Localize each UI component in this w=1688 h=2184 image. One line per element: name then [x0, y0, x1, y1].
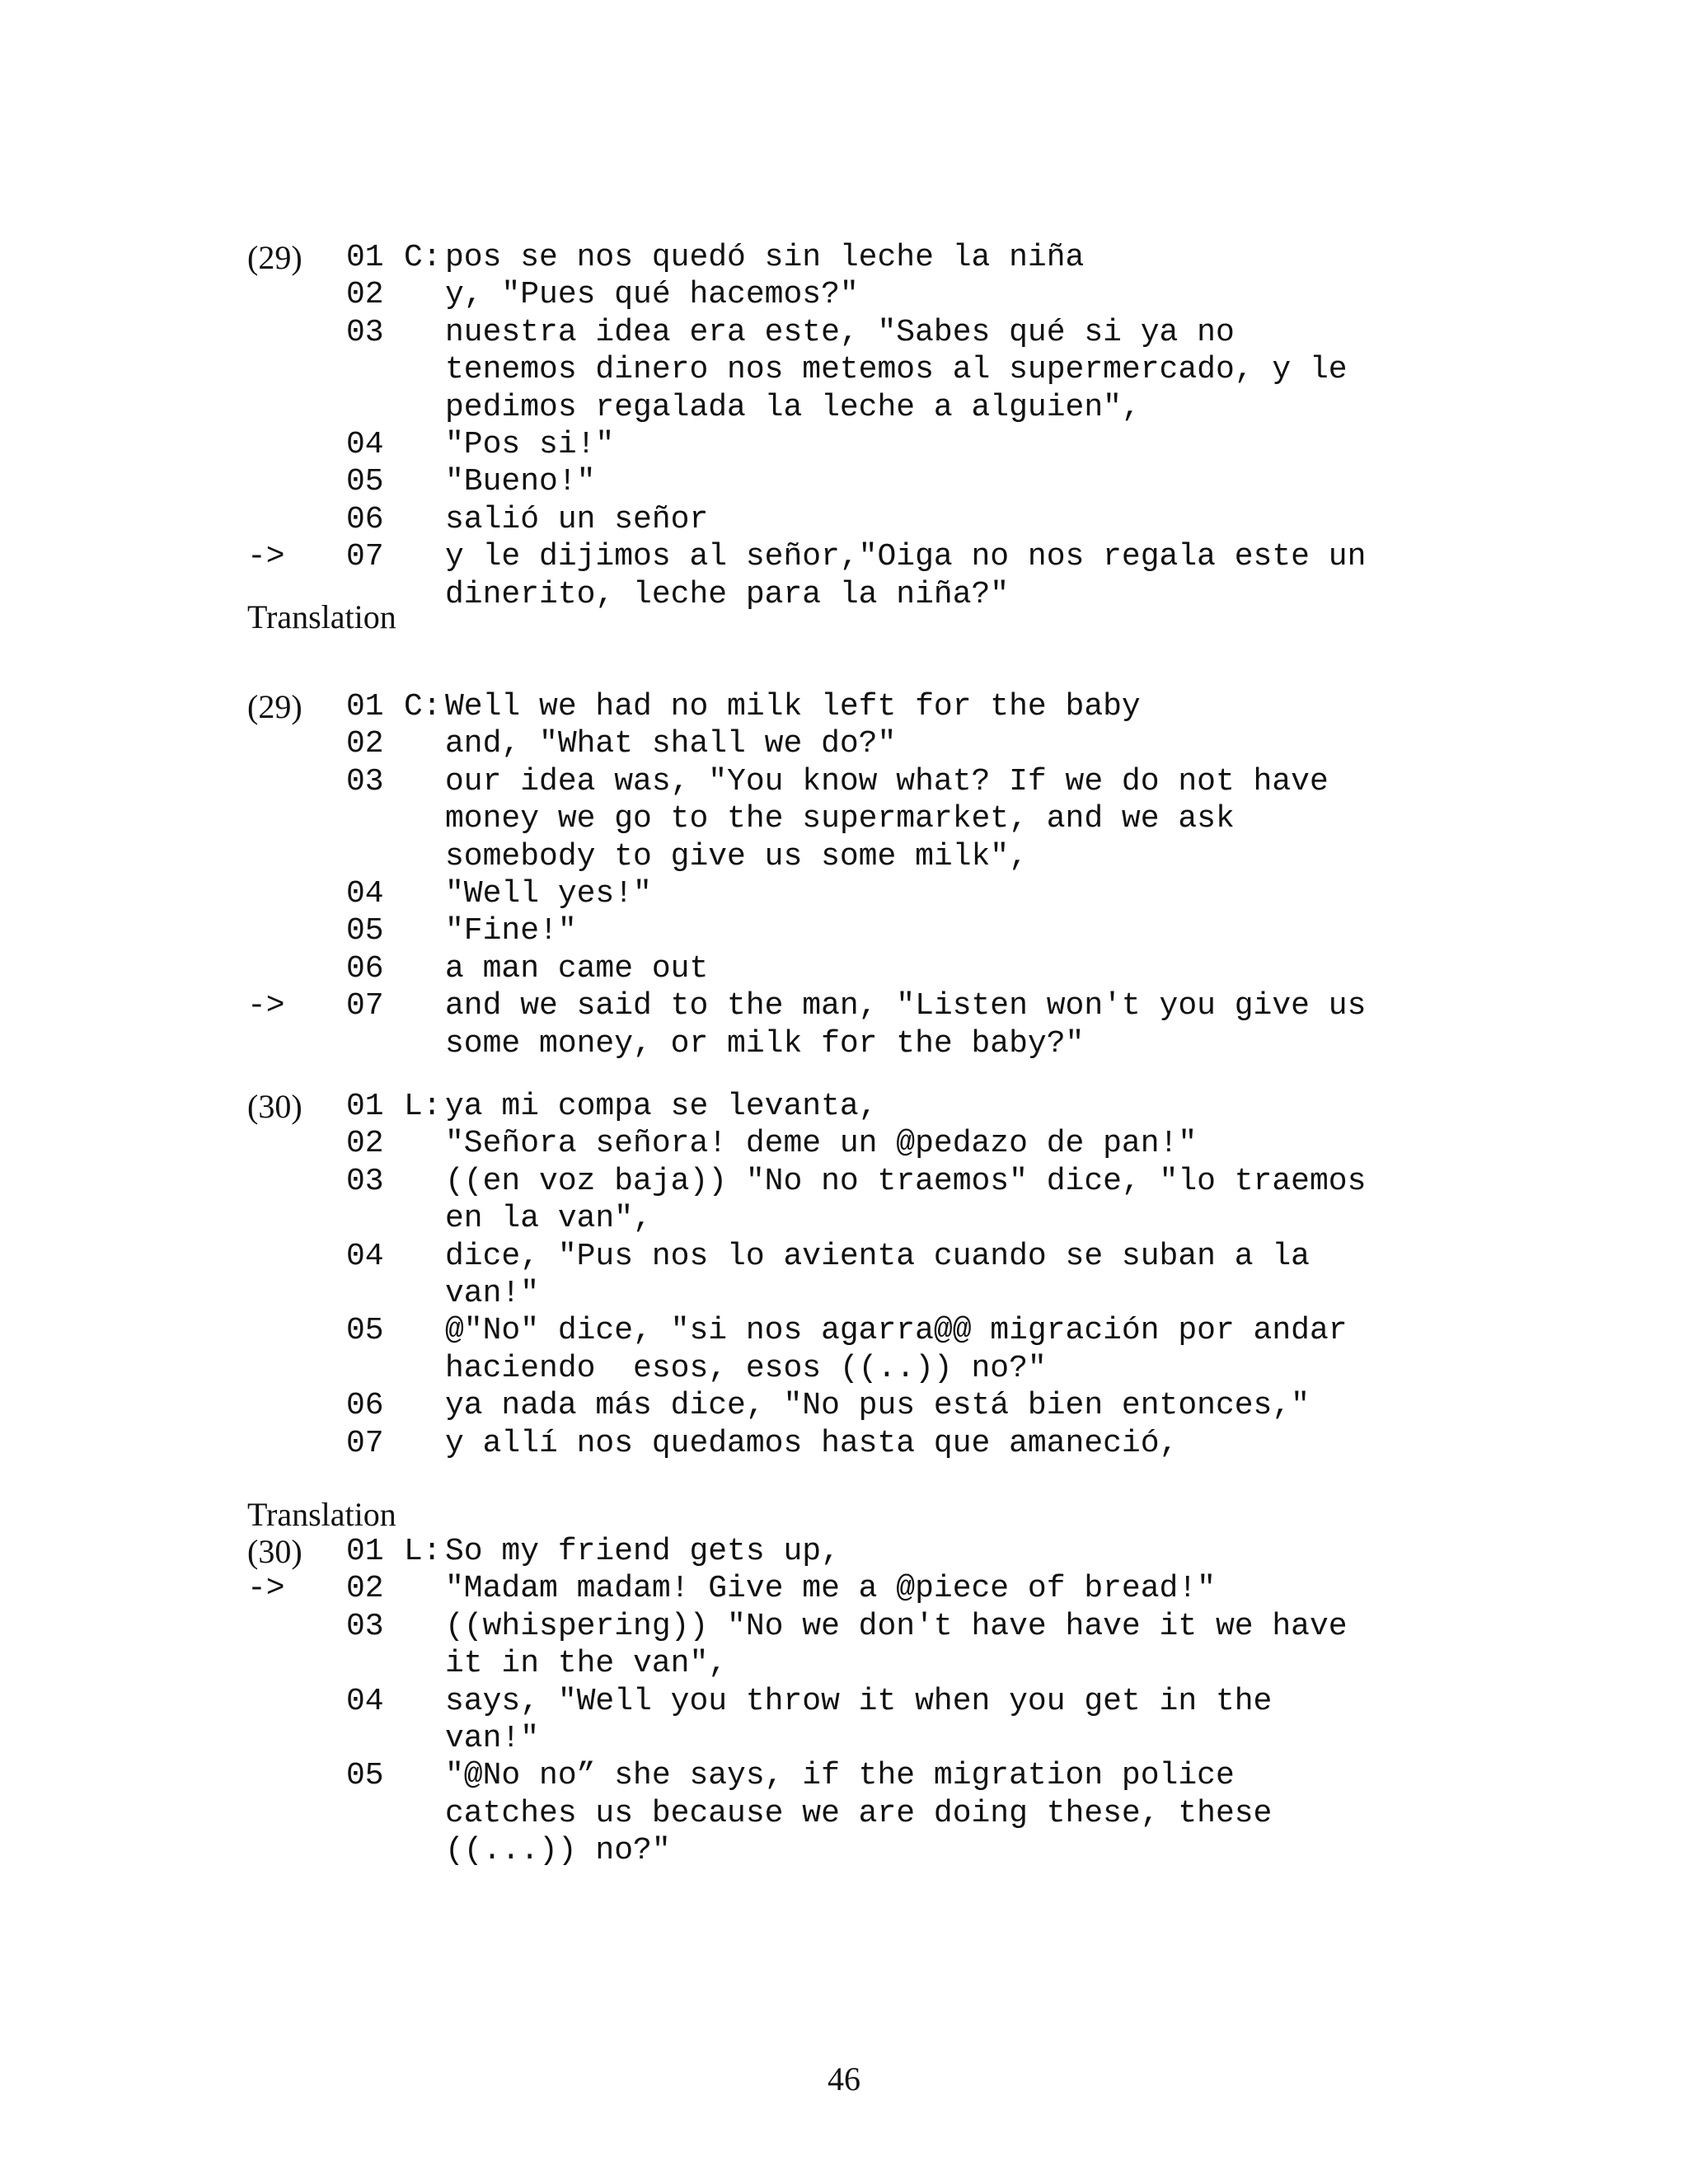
utterance-text: "Fine!": [445, 913, 577, 949]
utterance-text: ya mi compa se levanta,: [445, 1089, 878, 1124]
utterance-text: "Pos si!": [445, 426, 615, 462]
translation-heading: Translation: [247, 598, 396, 635]
focus-arrow: ->: [247, 1571, 285, 1607]
utterance-text: en la van",: [445, 1201, 652, 1237]
utterance-text: money we go to the supermarket, and we ask: [445, 801, 1235, 837]
line-number: 02: [346, 1571, 384, 1607]
utterance-text: haciendo esos, esos ((..)) no?": [445, 1350, 1047, 1386]
line-number: 02: [346, 726, 384, 762]
speaker-label: C:: [404, 240, 442, 275]
utterance-text: van!": [445, 1720, 540, 1756]
line-number: 04: [346, 426, 384, 462]
utterance-text: our idea was, "You know what? If we do not have: [445, 763, 1329, 799]
utterance-text: ya nada más dice, "No pus está bien entonces,": [445, 1388, 1310, 1424]
utterance-text: "Bueno!": [445, 464, 596, 500]
line-number: 03: [346, 1608, 384, 1644]
line-number: 01: [346, 1534, 384, 1569]
line-number: 03: [346, 1163, 384, 1199]
utterance-text: pedimos regalada la leche a alguien",: [445, 389, 1141, 425]
line-number: 07: [346, 1425, 384, 1461]
utterance-text: nuestra idea era este, "Sabes qué si ya no: [445, 314, 1235, 350]
utterance-text: says, "Well you throw it when you get in the: [445, 1683, 1273, 1719]
utterance-text: "@No no” she says, if the migration police: [445, 1758, 1235, 1794]
line-number: 02: [346, 1126, 384, 1162]
example-number: (29): [247, 688, 302, 725]
utterance-text: y, "Pues qué hacemos?": [445, 277, 859, 313]
line-number: 05: [346, 913, 384, 949]
focus-arrow: ->: [247, 539, 285, 575]
utterance-text: pos se nos quedó sin leche la niña: [445, 240, 1085, 275]
utterance-text: some money, or milk for the baby?": [445, 1025, 1085, 1062]
utterance-text: ((whispering)) "No we don't have have it we have: [445, 1608, 1348, 1644]
utterance-text: somebody to give us some milk",: [445, 838, 1028, 874]
focus-arrow: ->: [247, 988, 285, 1024]
line-number: 04: [346, 875, 384, 912]
line-number: 05: [346, 1758, 384, 1794]
utterance-text: tenemos dinero nos metemos al supermercado, y le: [445, 352, 1348, 388]
utterance-text: "Well yes!": [445, 875, 652, 912]
line-number: 06: [346, 1388, 384, 1424]
utterance-text: it in the van",: [445, 1646, 728, 1682]
utterance-text: So my friend gets up,: [445, 1534, 840, 1569]
utterance-text: @"No" dice, "si nos agarra@@ migración por andar: [445, 1313, 1348, 1349]
line-number: 03: [346, 314, 384, 350]
utterance-text: "Madam madam! Give me a @piece of bread!": [445, 1571, 1216, 1607]
line-number: 05: [346, 464, 384, 500]
utterance-text: y allí nos quedamos hasta que amaneció,: [445, 1425, 1179, 1461]
utterance-text: and, "What shall we do?": [445, 726, 897, 762]
speaker-label: L:: [404, 1534, 442, 1569]
line-number: 06: [346, 950, 384, 987]
utterance-text: van!": [445, 1275, 540, 1311]
line-number: 07: [346, 988, 384, 1024]
line-number: 07: [346, 539, 384, 575]
speaker-label: L:: [404, 1089, 442, 1124]
utterance-text: salió un señor: [445, 501, 709, 537]
line-number: 05: [346, 1313, 384, 1349]
line-number: 01: [346, 1089, 384, 1124]
line-number: 01: [346, 240, 384, 275]
page-number: 46: [828, 2060, 860, 2097]
speaker-label: C:: [404, 689, 442, 724]
utterance-text: Well we had no milk left for the baby: [445, 689, 1141, 724]
translation-heading: Translation: [247, 1496, 396, 1533]
line-number: 02: [346, 277, 384, 313]
line-number: 06: [346, 501, 384, 537]
line-number: 04: [346, 1238, 384, 1274]
line-number: 04: [346, 1683, 384, 1719]
utterance-text: ((...)) no?": [445, 1833, 671, 1869]
utterance-text: dinerito, leche para la niña?": [445, 576, 1010, 612]
utterance-text: and we said to the man, "Listen won't you give us: [445, 988, 1367, 1024]
utterance-text: "Señora señora! deme un @pedazo de pan!": [445, 1126, 1198, 1162]
utterance-text: ((en voz baja)) "No no traemos" dice, "lo traemos: [445, 1163, 1367, 1199]
utterance-text: dice, "Pus nos lo avienta cuando se suban a la: [445, 1238, 1310, 1274]
utterance-text: y le dijimos al señor,"Oiga no nos regala este un: [445, 539, 1367, 575]
example-number: (30): [247, 1088, 302, 1125]
utterance-text: catches us because we are doing these, these: [445, 1795, 1273, 1831]
example-number: (30): [247, 1533, 302, 1570]
utterance-text: a man came out: [445, 950, 709, 987]
line-number: 03: [346, 763, 384, 799]
line-number: 01: [346, 689, 384, 724]
example-number: (29): [247, 239, 302, 276]
